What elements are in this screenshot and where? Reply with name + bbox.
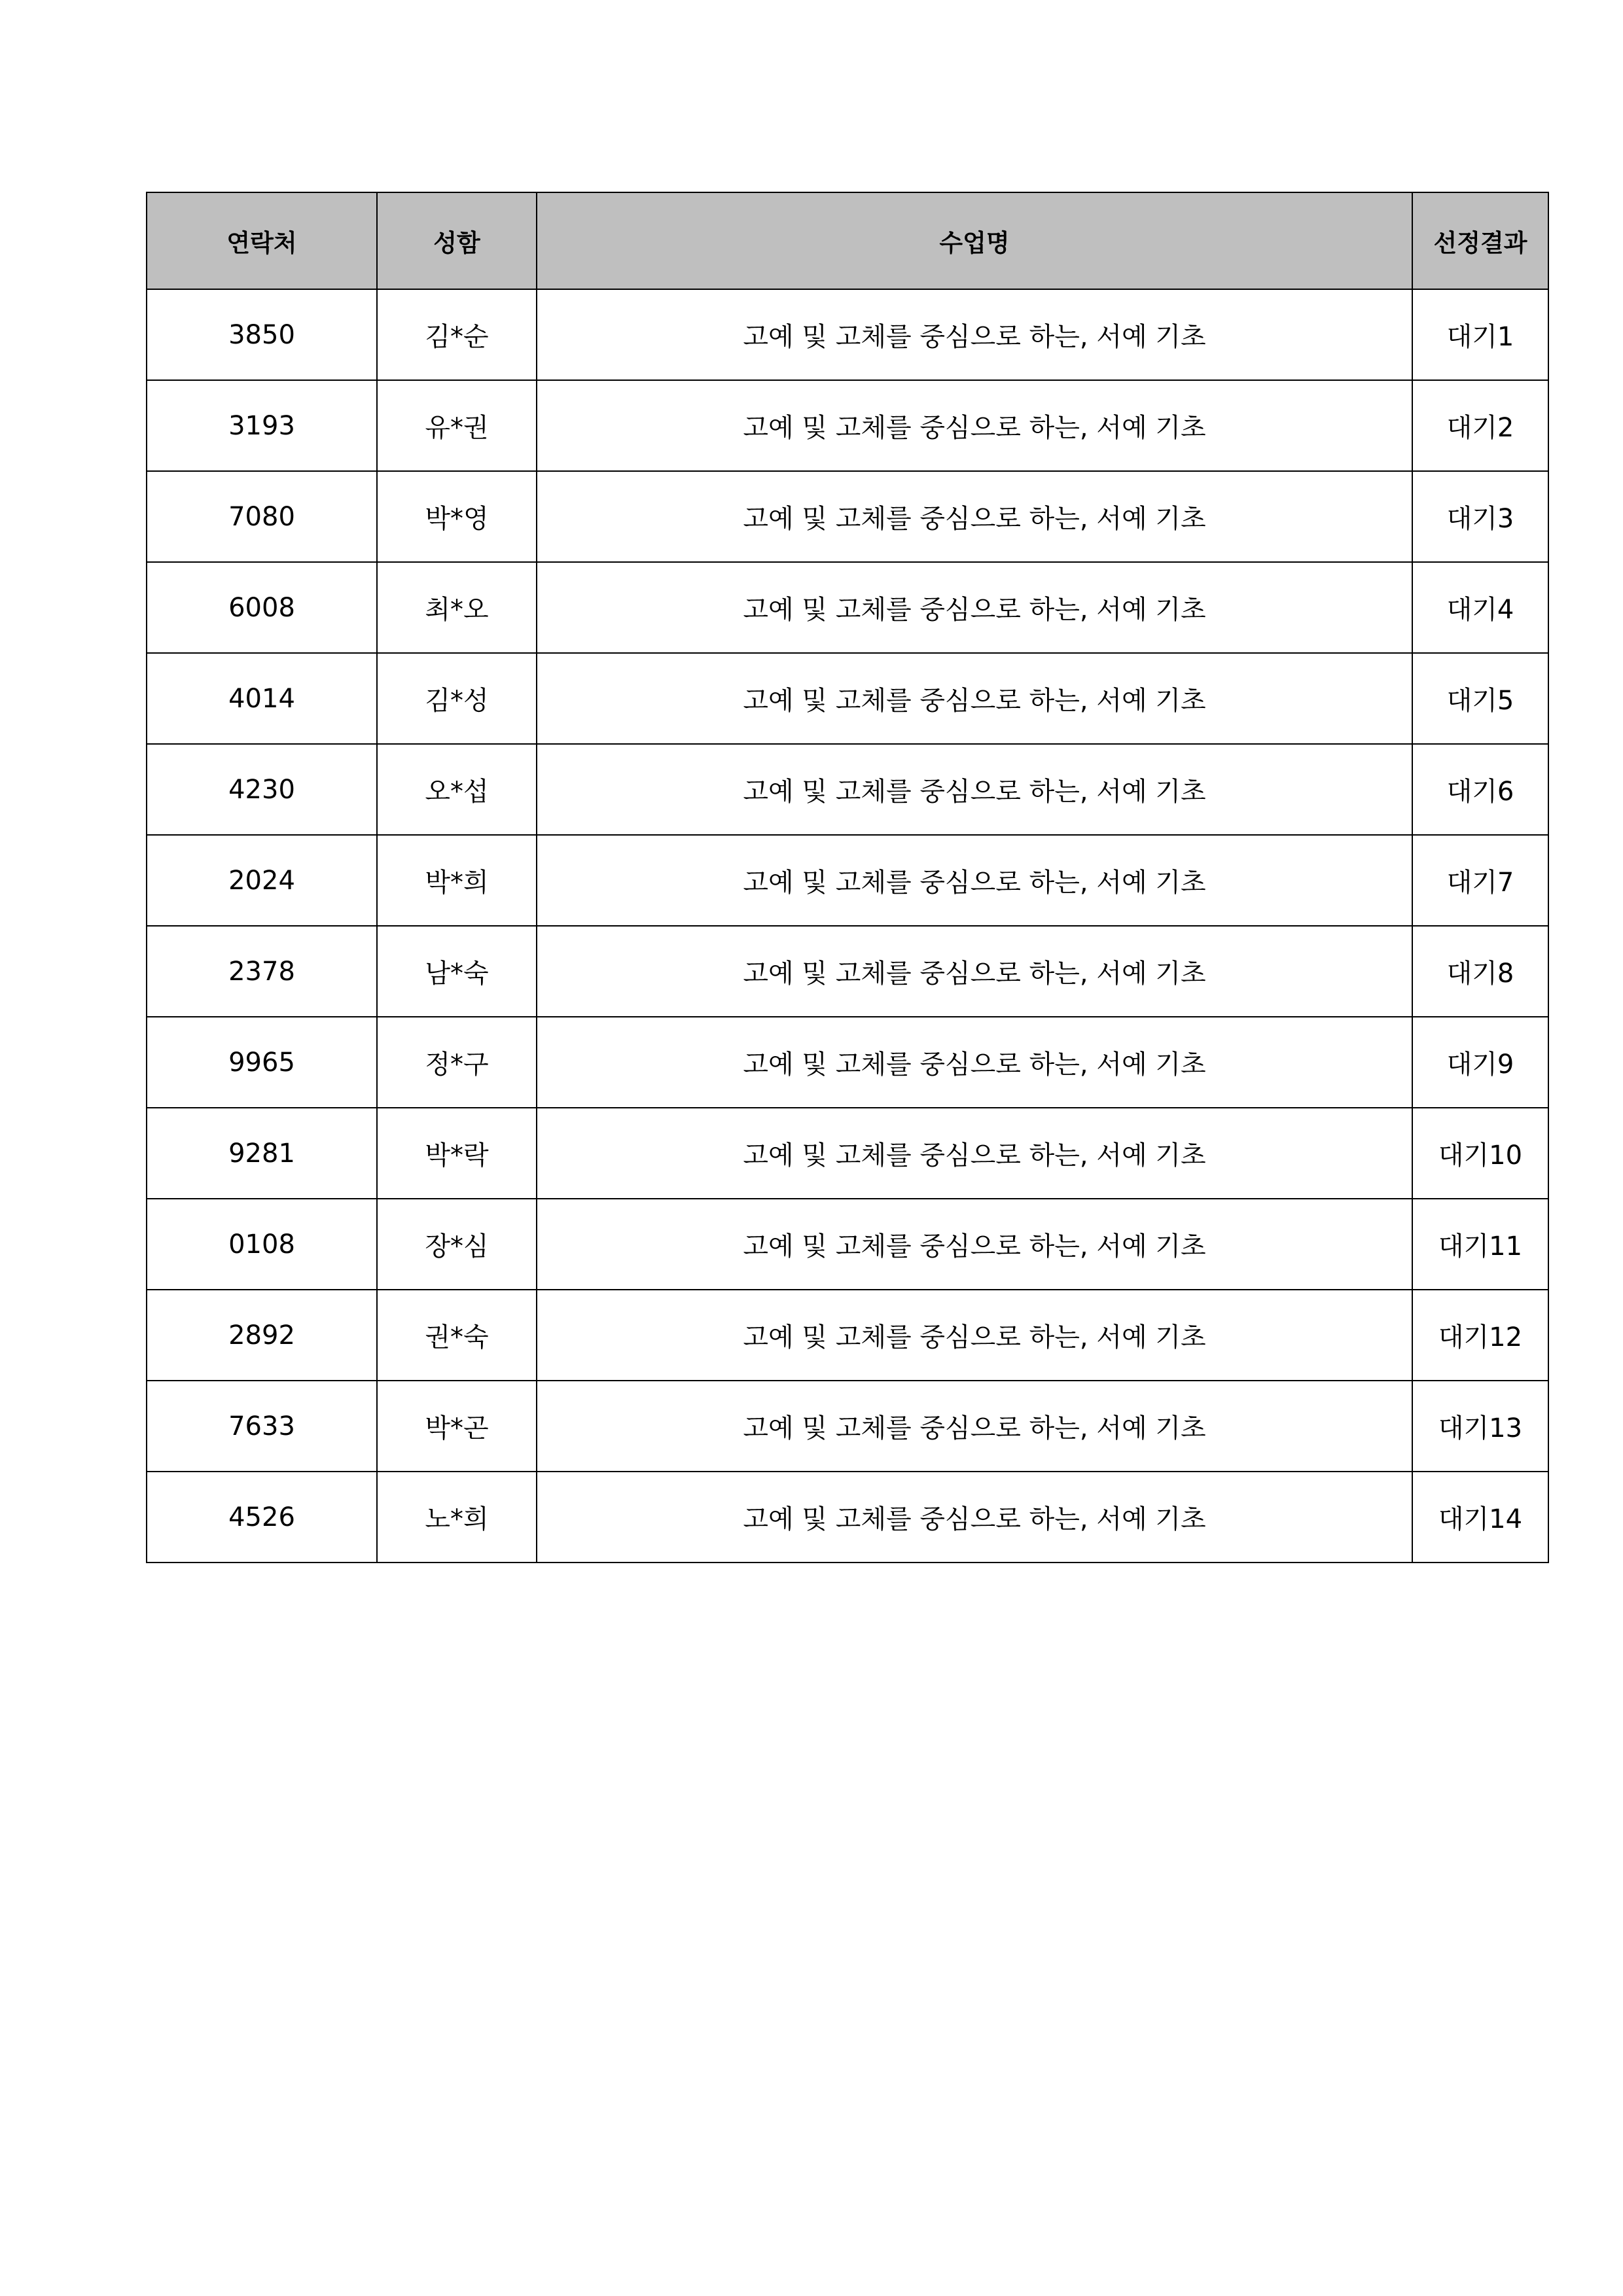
cell-result: 대기7: [1412, 835, 1548, 926]
selection-result-table: [146, 192, 1549, 1563]
cell-contact: 3193: [147, 380, 377, 471]
table-row: [147, 1381, 1548, 1472]
cell-name: 유*권: [377, 380, 537, 471]
cell-course: 고예 및 고체를 중심으로 하는, 서예 기초: [537, 289, 1412, 380]
cell-course: 고예 및 고체를 중심으로 하는, 서예 기초: [537, 744, 1412, 835]
cell-contact: 7633: [147, 1381, 377, 1472]
cell-result: 대기14: [1412, 1472, 1548, 1563]
cell-result: 대기3: [1412, 471, 1548, 562]
header-name: 성함: [377, 192, 537, 289]
cell-result: 대기6: [1412, 744, 1548, 835]
cell-course: 고예 및 고체를 중심으로 하는, 서예 기초: [537, 380, 1412, 471]
table-row: [147, 1472, 1548, 1563]
cell-result: 대기8: [1412, 926, 1548, 1017]
cell-course: 고예 및 고체를 중심으로 하는, 서예 기초: [537, 1381, 1412, 1472]
cell-result: 대기10: [1412, 1108, 1548, 1199]
cell-course: 고예 및 고체를 중심으로 하는, 서예 기초: [537, 1017, 1412, 1108]
cell-contact: 4526: [147, 1472, 377, 1563]
cell-course: 고예 및 고체를 중심으로 하는, 서예 기초: [537, 1472, 1412, 1563]
cell-course: 고예 및 고체를 중심으로 하는, 서예 기초: [537, 926, 1412, 1017]
cell-result: 대기9: [1412, 1017, 1548, 1108]
cell-name: 남*숙: [377, 926, 537, 1017]
cell-contact: 0108: [147, 1199, 377, 1290]
cell-name: 권*숙: [377, 1290, 537, 1381]
cell-name: 장*심: [377, 1199, 537, 1290]
cell-contact: 2892: [147, 1290, 377, 1381]
cell-course: 고예 및 고체를 중심으로 하는, 서예 기초: [537, 653, 1412, 744]
table-row: [147, 744, 1548, 835]
table-row: [147, 562, 1548, 653]
cell-result: 대기5: [1412, 653, 1548, 744]
table-row: [147, 653, 1548, 744]
cell-name: 김*순: [377, 289, 537, 380]
cell-contact: 4014: [147, 653, 377, 744]
table-row: [147, 471, 1548, 562]
header-contact: 연락처: [147, 192, 377, 289]
cell-name: 최*오: [377, 562, 537, 653]
table-row: [147, 1108, 1548, 1199]
cell-result: 대기1: [1412, 289, 1548, 380]
cell-course: 고예 및 고체를 중심으로 하는, 서예 기초: [537, 1108, 1412, 1199]
cell-course: 고예 및 고체를 중심으로 하는, 서예 기초: [537, 562, 1412, 653]
cell-result: 대기11: [1412, 1199, 1548, 1290]
cell-name: 박*곤: [377, 1381, 537, 1472]
cell-name: 노*희: [377, 1472, 537, 1563]
cell-name: 박*락: [377, 1108, 537, 1199]
table-header: [147, 192, 1548, 289]
cell-result: 대기2: [1412, 380, 1548, 471]
cell-name: 김*성: [377, 653, 537, 744]
table-row: [147, 289, 1548, 380]
table-row: [147, 835, 1548, 926]
cell-name: 정*구: [377, 1017, 537, 1108]
cell-name: 오*섭: [377, 744, 537, 835]
cell-course: 고예 및 고체를 중심으로 하는, 서예 기초: [537, 1199, 1412, 1290]
table-body: [147, 289, 1548, 1563]
table-row: [147, 380, 1548, 471]
cell-contact: 3850: [147, 289, 377, 380]
table-row: [147, 1017, 1548, 1108]
table-row: [147, 1290, 1548, 1381]
cell-contact: 2024: [147, 835, 377, 926]
cell-contact: 6008: [147, 562, 377, 653]
cell-contact: 2378: [147, 926, 377, 1017]
cell-name: 박*희: [377, 835, 537, 926]
table-row: [147, 926, 1548, 1017]
cell-result: 대기4: [1412, 562, 1548, 653]
cell-name: 박*영: [377, 471, 537, 562]
cell-contact: 4230: [147, 744, 377, 835]
cell-contact: 9965: [147, 1017, 377, 1108]
cell-course: 고예 및 고체를 중심으로 하는, 서예 기초: [537, 1290, 1412, 1381]
cell-result: 대기13: [1412, 1381, 1548, 1472]
cell-course: 고예 및 고체를 중심으로 하는, 서예 기초: [537, 835, 1412, 926]
header-course: 수업명: [537, 192, 1412, 289]
cell-result: 대기12: [1412, 1290, 1548, 1381]
header-row: [147, 192, 1548, 289]
header-result: 선정결과: [1412, 192, 1548, 289]
cell-course: 고예 및 고체를 중심으로 하는, 서예 기초: [537, 471, 1412, 562]
cell-contact: 9281: [147, 1108, 377, 1199]
cell-contact: 7080: [147, 471, 377, 562]
table-row: [147, 1199, 1548, 1290]
